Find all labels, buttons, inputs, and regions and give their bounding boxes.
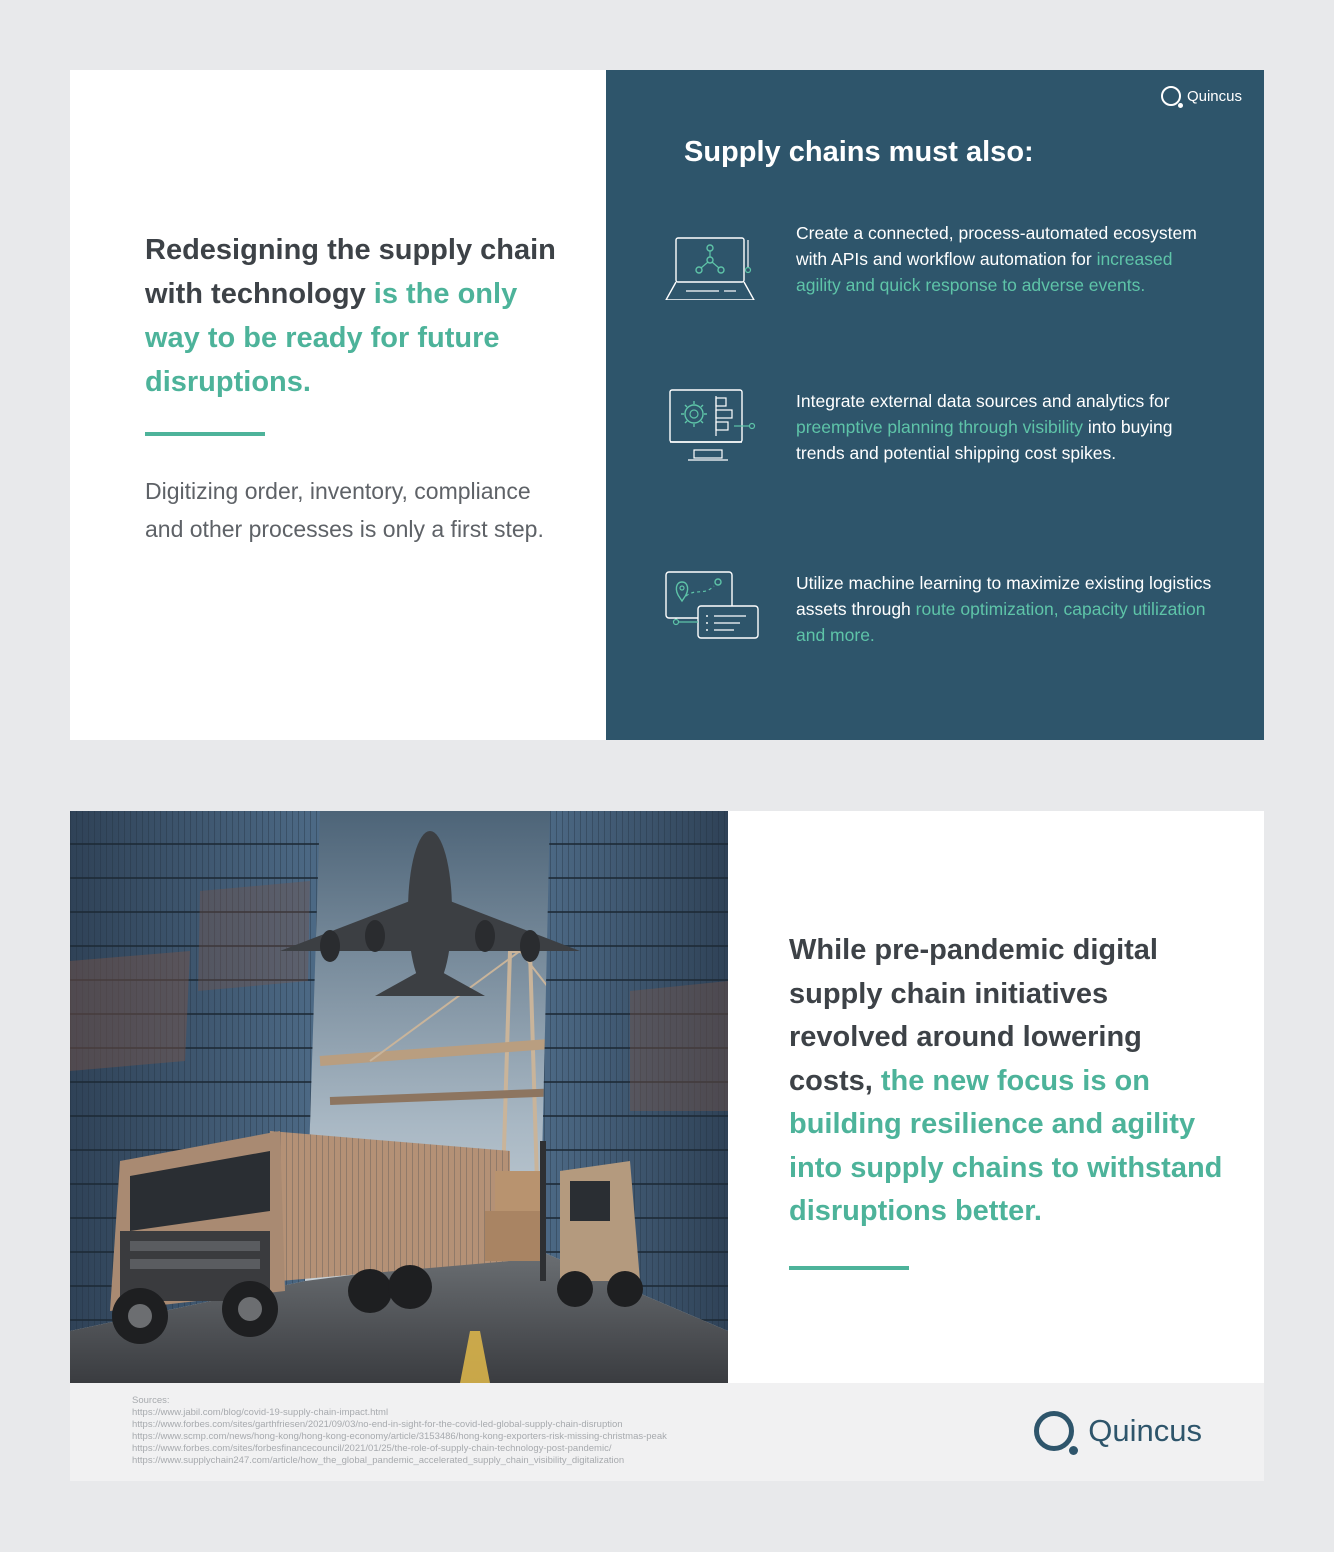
source-link[interactable]: https://www.forbes.com/sites/garthfriesen/2021/09/03/no-end-in-sight-for-the-covid-led-global-supply-chain-disruption: [132, 1419, 623, 1430]
brand-name-large: Quincus: [1088, 1413, 1202, 1448]
source-link[interactable]: https://www.jabil.com/blog/covid-19-supply-chain-impact.html: [132, 1407, 389, 1418]
intro-subtext: Digitizing order, inventory, compliance and other processes is only a first step.: [145, 478, 544, 542]
feature-text-accent: route optimization, capacity utilization and more.: [796, 599, 1206, 645]
accent-divider: [145, 432, 265, 436]
map-route-icon: [664, 570, 764, 650]
laptop-network-icon: [664, 220, 764, 300]
focus-quote: [789, 929, 1229, 1234]
panel-title: Supply chains must also:: [684, 136, 1034, 168]
intro-headline: [145, 228, 565, 404]
monitor-gear-icon: [664, 388, 764, 468]
source-link[interactable]: https://www.forbes.com/sites/forbesfinancecouncil/2021/01/25/the-role-of-supply-chain-technology-post-pandemic/: [132, 1443, 612, 1454]
intro-card: [70, 70, 1264, 740]
feature-text: [796, 220, 1216, 298]
sources-list: [132, 1395, 667, 1467]
feature-text: [796, 570, 1216, 648]
feature-text-plain: Utilize machine learning to maximize existing logistics assets through: [796, 573, 1212, 619]
feature-item: [664, 388, 1224, 498]
brand-logo-large: [1034, 1411, 1202, 1451]
sources-label: Sources:: [132, 1395, 170, 1406]
source-link[interactable]: https://www.supplychain247.com/article/how_the_global_pandemic_accelerated_supply_chain_visibility_digitalization: [132, 1455, 625, 1466]
quincus-logo-icon: [1161, 86, 1181, 106]
intro-left-panel: [70, 70, 606, 740]
feature-text-after: into buying trends and potential shipping cost spikes.: [796, 417, 1173, 463]
logistics-photo: [70, 811, 728, 1383]
accent-divider: [789, 1266, 909, 1270]
logistics-illustration: [70, 811, 728, 1383]
feature-item: [664, 570, 1224, 680]
quincus-logo-icon: [1034, 1411, 1074, 1451]
brand-name-small: Quincus: [1186, 87, 1242, 105]
brand-logo-small: [1161, 86, 1242, 106]
supply-chain-panel: [606, 70, 1264, 740]
sources-footer: [70, 1383, 1264, 1481]
feature-text-plain: Create a connected, process-automated ecosystem with APIs and workflow automation for: [796, 223, 1197, 269]
focus-quote-accent: the new focus is on building resilience and agility into supply chains to withstand disruptions better.: [789, 1064, 1223, 1227]
intro-headline-dark: Redesigning the supply chain with technology: [145, 234, 556, 310]
feature-text-accent: preemptive planning through visibility: [796, 417, 1083, 437]
focus-card: [70, 811, 1264, 1481]
focus-quote-dark: While pre-pandemic digital supply chain initiatives revolved around lowering costs,: [789, 934, 1158, 1097]
feature-item: [664, 220, 1224, 330]
feature-text-accent: increased agility and quick response to adverse events.: [796, 249, 1173, 295]
source-link[interactable]: https://www.scmp.com/news/hong-kong/hong-kong-economy/article/3153486/hong-kong-exporters-risk-missing-christmas-peak: [132, 1431, 667, 1442]
feature-text-plain: Integrate external data sources and analytics for: [796, 391, 1170, 411]
intro-headline-accent: is the only way to be ready for future disruptions.: [145, 278, 518, 398]
feature-text: [796, 388, 1216, 466]
